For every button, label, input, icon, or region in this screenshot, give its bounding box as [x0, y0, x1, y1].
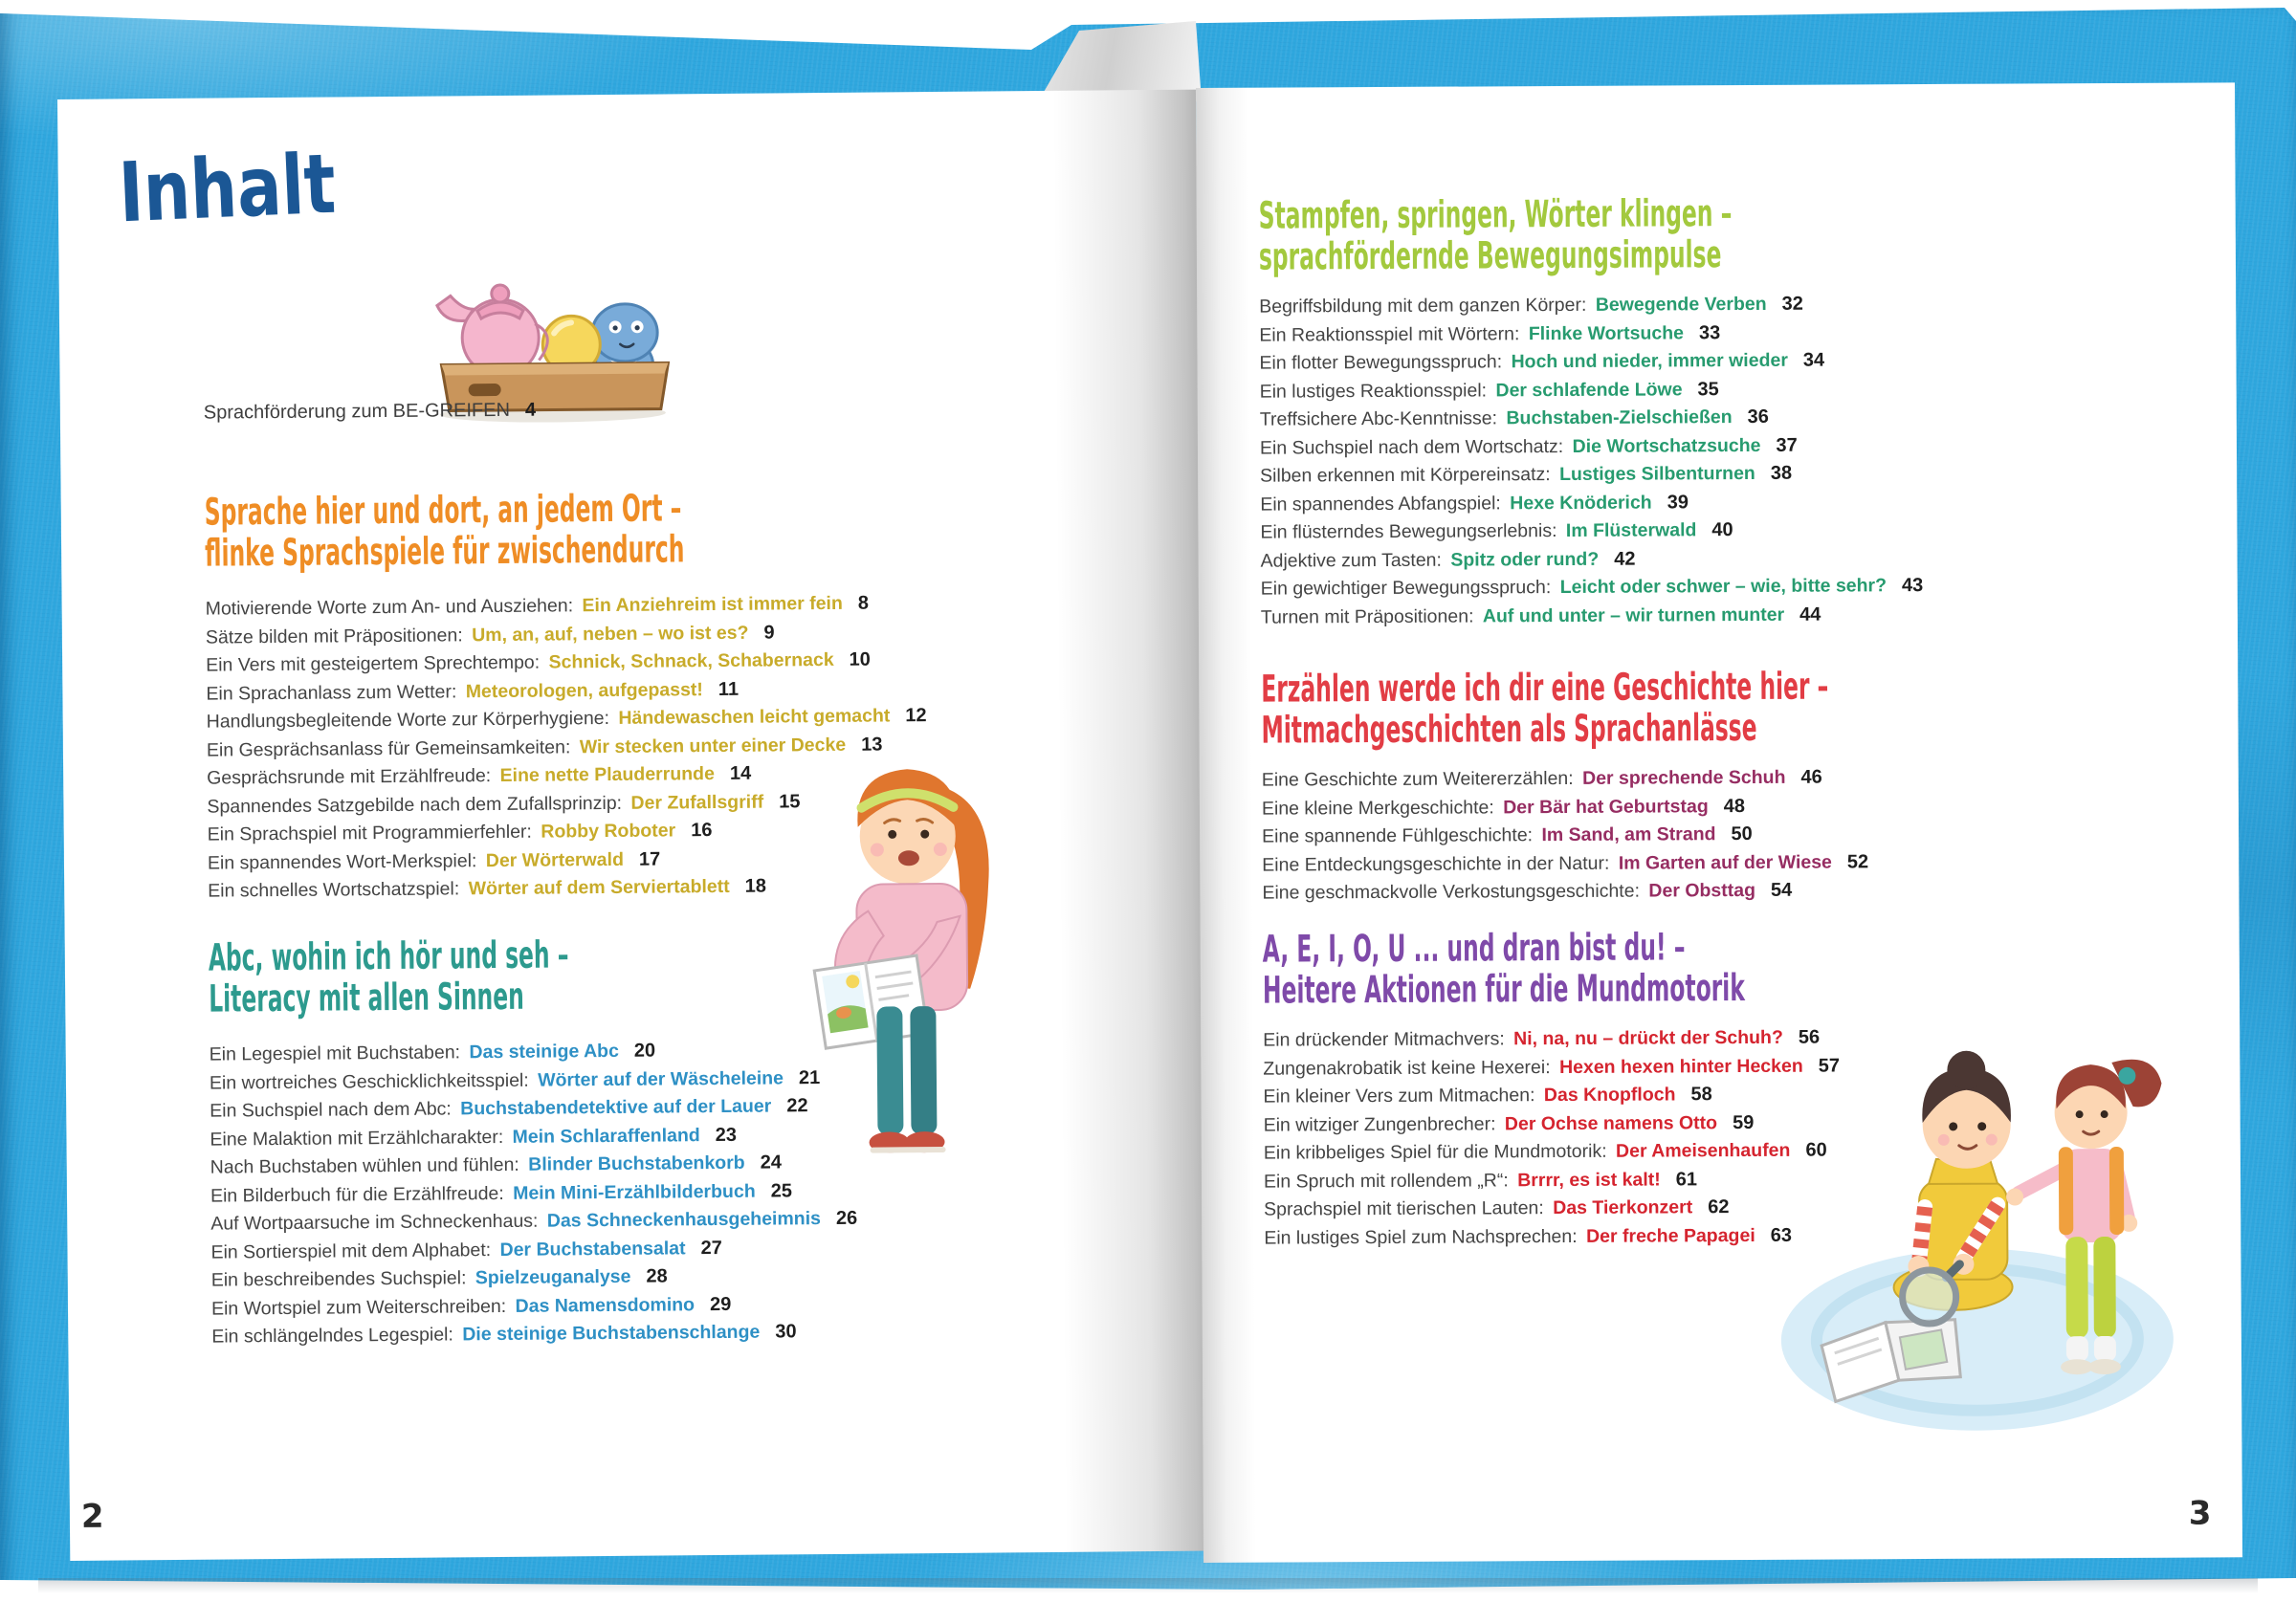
- toc-item-page-number: 36: [1747, 406, 1769, 428]
- toc-item-page-number: 27: [700, 1237, 722, 1259]
- toc-item-label: Auf Wortpaarsuche im Schneckenhaus:: [210, 1210, 543, 1235]
- toc-item-title: Im Sand, am Strand: [1541, 823, 1716, 846]
- toc-item-label: Ein Sprachspiel mit Programmierfehler:: [207, 821, 538, 845]
- section-heading: [1261, 664, 2207, 751]
- magnifying-glass-icon: [1902, 1264, 1959, 1324]
- toc-item-title: Auf und unter – wir turnen munter: [1482, 603, 1785, 626]
- section-heading-line: Heitere Aktionen für die Mundmotorik: [1262, 967, 1745, 1013]
- toc-item-title: Brrrr, es ist kalt!: [1517, 1168, 1661, 1191]
- toc-item-page-number: 21: [798, 1066, 821, 1088]
- toc-item-page-number: 23: [715, 1124, 738, 1146]
- toc-item-title: Eine nette Plauderrunde: [499, 763, 715, 786]
- toc-item-title: Das Namensdomino: [515, 1293, 695, 1317]
- toc-item-title: Robby Roboter: [541, 820, 676, 843]
- toc-item-title: Wörter auf dem Serviertablett: [468, 875, 730, 900]
- toc-item-label: Ein wortreiches Geschicklichkeitsspiel:: [209, 1069, 535, 1094]
- intro-entry: [204, 400, 536, 425]
- toc-item-page-number: 14: [729, 762, 752, 784]
- section-heading: [1259, 191, 2048, 277]
- toc-item-label: Ein Reaktionsspiel mit Wörtern:: [1259, 322, 1525, 346]
- left-page: [57, 90, 1208, 1561]
- cover-shadow: [38, 1578, 2258, 1593]
- toc-item-title: Leicht oder schwer – wie, bitte sehr?: [1559, 575, 1888, 599]
- toc-item-title: Der sprechende Schuh: [1582, 766, 1786, 789]
- toc-list: [1259, 289, 2049, 631]
- toc-item-title: Mein Mini-Erzählbilderbuch: [513, 1180, 756, 1204]
- toc-item-title: Mein Schlaraffenland: [512, 1124, 700, 1148]
- toc-item-label: Ein Suchspiel nach dem Abc:: [210, 1098, 457, 1122]
- toc-item-title: Ni, na, nu – drückt der Schuh?: [1513, 1026, 1783, 1050]
- toc-item-page-number: 20: [633, 1040, 656, 1062]
- toc-item: [1261, 543, 2050, 576]
- toc-item: [1260, 430, 2049, 463]
- toc-item-label: Sprachspiel mit tierischen Lauten:: [1264, 1197, 1550, 1220]
- toc-item-label: Eine Entdeckungsgeschichte in der Natur:: [1262, 852, 1615, 876]
- section-heading-line: Sprache hier und dort, an jedem Ort –: [204, 487, 682, 535]
- toc-item-label: Ein kleiner Vers zum Mitmachen:: [1263, 1085, 1540, 1108]
- section-heading-line: Mitmachgeschichten als Sprachanlässe: [1261, 706, 1757, 753]
- toc-item-title: Der freche Papagei: [1585, 1224, 1755, 1247]
- toc-item: [1260, 374, 2049, 406]
- toc-item-page-number: 42: [1614, 548, 1636, 570]
- toc-item-page-number: 25: [770, 1179, 793, 1202]
- section-heading-line: Stampfen, springen, Wörter klingen –: [1258, 192, 1733, 238]
- section-heading-line: Abc, wohin ich hör und seh –: [208, 933, 569, 980]
- toc-item-page-number: 63: [1770, 1224, 1793, 1246]
- toc-item-page-number: 61: [1675, 1168, 1698, 1190]
- toc-item-title: Wir stecken unter einer Decke: [579, 734, 847, 757]
- toc-item-label: Nach Buchstaben wühlen und fühlen:: [210, 1153, 525, 1178]
- toc-item-page-number: 39: [1667, 491, 1689, 513]
- toc-item-page-number: 28: [646, 1265, 668, 1287]
- toc-item-title: Der Ochse namens Otto: [1504, 1111, 1718, 1134]
- toc-item: [1260, 487, 2049, 519]
- toc-item-label: Eine geschmackvolle Verkostungsgeschichte:: [1262, 880, 1645, 904]
- toc-item-page-number: 54: [1770, 879, 1793, 901]
- kids-illustration: [1775, 971, 2189, 1441]
- toc-item-page-number: 57: [1818, 1054, 1841, 1077]
- intro-label: Sprachförderung zum BE-GREIFEN: [203, 399, 511, 424]
- toc-item-label: Ein Legespiel mit Buchstaben:: [209, 1042, 466, 1065]
- toc-item-label: Adjektive zum Tasten:: [1260, 549, 1447, 572]
- toc-item-title: Das Tierkonzert: [1553, 1196, 1693, 1219]
- toc-item-title: Das Schneckenhausgeheimnis: [546, 1208, 822, 1232]
- toc-item-label: Ein lustiges Reaktionsspiel:: [1259, 379, 1492, 403]
- toc-item-label: Ein lustiges Spiel zum Nachsprechen:: [1264, 1225, 1583, 1249]
- toc-item-label: Ein Wortspiel zum Weiterschreiben:: [210, 1295, 512, 1320]
- toc-item-page-number: 8: [857, 592, 870, 614]
- toc-item-page-number: 58: [1690, 1084, 1712, 1106]
- toc-item-title: Der Bär hat Geburtstag: [1503, 795, 1709, 818]
- toc-item-title: Das steinige Abc: [469, 1040, 619, 1064]
- toc-item-title: Ein Anziehreim ist immer fein: [582, 592, 843, 617]
- toc-item: [1259, 289, 2048, 321]
- toc-item-page-number: 32: [1781, 293, 1803, 315]
- toc-item-title: Händewaschen leicht gemacht: [618, 705, 891, 729]
- toc-item: [1260, 458, 2049, 491]
- toc-item-title: Spielzeuganalyse: [475, 1265, 631, 1289]
- toc-item-label: Ein kribbeliges Spiel für die Mundmotorik:: [1263, 1140, 1613, 1164]
- toc-item-label: Zungenakrobatik ist keine Hexerei:: [1263, 1056, 1556, 1080]
- toc-item-page-number: 33: [1698, 321, 1721, 343]
- toc-item: [1261, 571, 2050, 603]
- toc-item-title: Der Wörterwald: [485, 848, 625, 871]
- toc-item: [1260, 402, 2049, 434]
- toc-item-label: Ein gewichtiger Bewegungsspruch:: [1260, 577, 1556, 600]
- toc-item-label: Silben erkennen mit Körpereinsatz:: [1260, 464, 1556, 487]
- toc-item: [210, 1205, 857, 1239]
- section-heading: [209, 932, 856, 1020]
- intro-page-number: 4: [524, 399, 537, 421]
- toc-item-label: Sätze bilden mit Präpositionen:: [205, 624, 469, 648]
- toc-item-title: Im Garten auf der Wiese: [1618, 851, 1832, 874]
- section-heading-line: Erzählen werde ich dir eine Geschichte hier –: [1261, 665, 1829, 712]
- toc-item-page-number: 56: [1798, 1026, 1821, 1048]
- toc-item-label: Gesprächsrunde mit Erzählfreude:: [207, 765, 497, 789]
- toc-item-title: Die Wortschatzsuche: [1572, 434, 1761, 457]
- toc-item-label: Ein Sprachanlass zum Wetter:: [206, 680, 462, 705]
- toc-item-page-number: 48: [1723, 795, 1746, 817]
- toc-section-bewegung: [1259, 191, 2050, 631]
- right-page: [1196, 82, 2242, 1563]
- toc-item-page-number: 12: [905, 705, 927, 727]
- toc-item-label: Ein drückender Mitmachvers:: [1263, 1028, 1511, 1051]
- toc-item-page-number: 13: [861, 734, 883, 756]
- toc-item-label: Begriffsbildung mit dem ganzen Körper:: [1259, 294, 1592, 318]
- toc-item-title: Der schlafende Löwe: [1495, 378, 1683, 401]
- toc-item-page-number: 38: [1770, 462, 1793, 484]
- toc-item-title: Der Ameisenhaufen: [1615, 1139, 1791, 1162]
- toc-item-label: Ein Gesprächsanlass für Gemeinsamkeiten:: [206, 735, 576, 761]
- toc-item-label: Ein flüsterndes Bewegungserlebnis:: [1260, 520, 1562, 543]
- toc-item-title: Bewegende Verben: [1595, 293, 1767, 316]
- toc-item: [1262, 874, 2208, 908]
- toc-item-page-number: 15: [779, 790, 801, 812]
- toc-item-label: Handlungsbegleitende Worte zur Körperhygiene:: [206, 707, 615, 733]
- toc-item-label: Ein Suchspiel nach dem Wortschatz:: [1259, 435, 1569, 459]
- toc-item-page-number: 46: [1800, 766, 1822, 788]
- toc-item-label: Eine Malaktion mit Erzählcharakter:: [210, 1126, 509, 1151]
- toc-item-page-number: 17: [638, 848, 661, 870]
- toc-item-title: Lustiges Silbenturnen: [1558, 462, 1755, 486]
- toc-item-label: Ein spannendes Abfangspiel:: [1260, 492, 1507, 515]
- toc-item-page-number: 50: [1731, 822, 1753, 845]
- toc-item-label: Ein witziger Zungenbrecher:: [1263, 1112, 1501, 1136]
- toc-item-label: Ein Spruch mit rollendem „R“:: [1263, 1169, 1514, 1193]
- toc-item-title: Die steinige Buchstabenschlange: [462, 1321, 761, 1346]
- section-heading: [205, 485, 1004, 574]
- toc-item-title: Im Flüsterwald: [1565, 519, 1697, 541]
- toc-item: [1259, 345, 2048, 378]
- sitting-girl-icon: [1892, 1051, 2012, 1325]
- toc-item-label: Ein spannendes Wort-Merkspiel:: [207, 849, 482, 874]
- page-title: [117, 136, 391, 242]
- left-page-number: 2: [80, 1497, 104, 1536]
- section-heading-line: Literacy mit allen Sinnen: [209, 975, 524, 1021]
- toc-item-label: Eine Geschichte zum Weitererzählen:: [1261, 767, 1579, 791]
- toc-item: [1261, 600, 2050, 632]
- toc-item-title: Hexen hexen hinter Hecken: [1558, 1055, 1803, 1078]
- toc-item-title: Um, an, auf, neben – wo ist es?: [472, 622, 749, 646]
- toc-item-page-number: 29: [709, 1293, 732, 1315]
- toc-list: [1262, 761, 2208, 908]
- toc-item-page-number: 26: [835, 1207, 858, 1229]
- toc-item-page-number: 22: [786, 1095, 808, 1117]
- toc-item-label: Eine spannende Fühlgeschichte:: [1262, 824, 1538, 847]
- toc-item-page-number: 9: [763, 621, 775, 644]
- toc-item-page-number: 10: [849, 648, 871, 670]
- page-title-text: Inhalt: [117, 136, 338, 242]
- toc-item-page-number: 60: [1805, 1139, 1827, 1161]
- toc-item-title: Hexe Knöderich: [1510, 492, 1652, 514]
- toc-item-title: Spitz oder rund?: [1450, 548, 1600, 571]
- toc-item-title: Buchstabendetektive auf der Lauer: [460, 1095, 772, 1120]
- toc-item-page-number: 40: [1711, 519, 1733, 541]
- toc-item-label: Ein Vers mit gesteigertem Sprechtempo:: [206, 651, 545, 676]
- toc-item-page-number: 37: [1776, 434, 1798, 456]
- right-page-number: 3: [2188, 1494, 2212, 1533]
- toc-item-title: Buchstaben-Zielschießen: [1506, 406, 1733, 429]
- toc-item: [1260, 515, 2049, 547]
- toc-item-page-number: 18: [744, 875, 767, 897]
- toc-item-label: Eine kleine Merkgeschichte:: [1261, 796, 1500, 820]
- toc-item-label: Ein schnelles Wortschatzspiel:: [208, 878, 465, 902]
- toc-item-page-number: 52: [1846, 850, 1869, 872]
- toc-item-title: Wörter auf der Wäscheleine: [538, 1066, 784, 1091]
- toc-item-title: Der Zufallsgriff: [630, 791, 764, 814]
- toc-item: [211, 1318, 858, 1351]
- toc-item-title: Der Buchstabensalat: [499, 1237, 686, 1261]
- toc-item-page-number: 43: [1901, 575, 1924, 597]
- section-heading-line: A, E, I, O, U ... und dran bist du! –: [1262, 926, 1686, 972]
- toc-item-title: Blinder Buchstabenkorb: [528, 1151, 745, 1175]
- toc-section-geschichten: [1261, 664, 2208, 908]
- toc-item-title: Der Obsttag: [1648, 879, 1756, 902]
- toc-item-page-number: 34: [1802, 349, 1825, 371]
- toc-section-literacy: [209, 932, 859, 1351]
- toc-item-label: Ein schlängelndes Legespiel:: [211, 1324, 459, 1348]
- toc-item-page-number: 62: [1708, 1196, 1730, 1218]
- toc-list: [210, 1036, 859, 1351]
- girl-reading-picture-book-icon: [800, 747, 1052, 1194]
- toc-item-label: Ein Sortierspiel mit dem Alphabet:: [210, 1239, 497, 1263]
- toc-item-label: Ein Bilderbuch für die Erzählfreude:: [210, 1182, 510, 1207]
- toc-item-label: Treffsichere Abc-Kenntnisse:: [1259, 407, 1503, 430]
- section-heading-line: flinke Sprachspiele für zwischendurch: [204, 528, 685, 576]
- toc-item-title: Meteorologen, aufgepasst!: [465, 678, 703, 702]
- toc-item-page-number: 30: [775, 1321, 797, 1343]
- toc-item-page-number: 44: [1799, 603, 1821, 625]
- toc-item-title: Schnick, Schnack, Schabernack: [548, 648, 834, 673]
- girl-illustration: [800, 747, 1052, 1194]
- toc-item-title: Hoch und nieder, immer wieder: [1511, 349, 1788, 373]
- toc-item-label: Ein flotter Bewegungsspruch:: [1259, 351, 1508, 374]
- toc-item-title: Das Knopfloch: [1543, 1084, 1676, 1107]
- teapot-icon: [437, 285, 548, 377]
- toc-item-label: Motivierende Worte zum An- und Ausziehen:: [205, 595, 579, 620]
- toc-item-label: Spannendes Satzgebilde nach dem Zufallsprinzip:: [207, 792, 628, 818]
- toc-item-page-number: 16: [691, 820, 713, 842]
- toc-item: [1259, 318, 2048, 350]
- toc-item-page-number: 24: [760, 1151, 783, 1173]
- section-heading-line: sprachfördernde Bewegungsimpulse: [1258, 233, 1722, 279]
- toc-item-label: Ein beschreibendes Suchspiel:: [210, 1267, 472, 1291]
- toc-item-page-number: 59: [1732, 1111, 1755, 1133]
- toc-item: [210, 1092, 856, 1126]
- toc-item-page-number: 11: [718, 678, 740, 700]
- toc-item-label: Turnen mit Präpositionen:: [1260, 604, 1479, 628]
- toc-item-title: Flinke Wortsuche: [1528, 321, 1685, 344]
- toc-item-page-number: 35: [1697, 378, 1719, 400]
- two-children-with-magnifying-glass-and-book-icon: [1775, 971, 2189, 1441]
